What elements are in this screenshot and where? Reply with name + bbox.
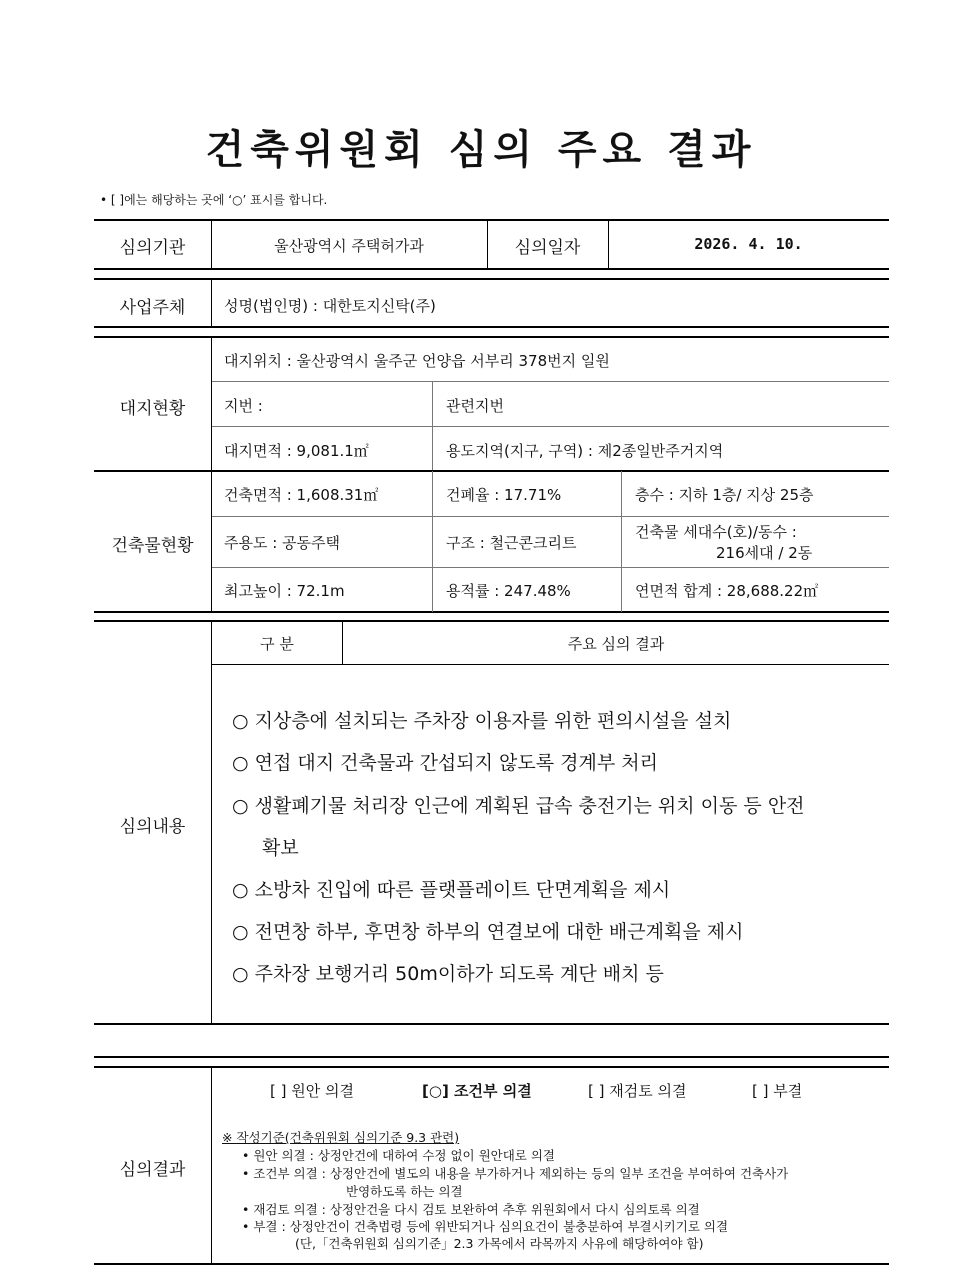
- row-divider: [212, 664, 889, 665]
- divider: [211, 337, 212, 471]
- review-col-result: 주요 심의 결과: [567, 635, 665, 653]
- divider: [211, 1067, 212, 1263]
- review-label: 심의내용: [119, 817, 186, 837]
- criteria-item: • 조건부 의결 : 상정안건에 별도의 내용을 부가하거나 제외하는 등의 일부 조건을 부여하여 건축사가: [242, 1166, 789, 1181]
- table-border: [94, 611, 889, 613]
- site-label: 대지현황: [119, 399, 186, 419]
- divider: [432, 471, 433, 612]
- criteria-title: ※ 작성기준(건축위원회 심의기준 9.3 관련): [222, 1130, 460, 1145]
- review-item: ○ 전면창 하부, 후면창 하부의 연결보에 대한 배근계획을 제시: [232, 921, 744, 943]
- site-lot: 지번 :: [224, 397, 263, 415]
- review-item: ○ 지상층에 설치되는 주차장 이용자를 위한 편의시설을 설치: [232, 710, 732, 732]
- institution-label: 심의기관: [119, 238, 186, 258]
- building-use: 주용도 : 공동주택: [224, 534, 341, 552]
- table-border: [94, 1056, 889, 1058]
- option-original[interactable]: [ ] 원안 의결: [270, 1082, 354, 1100]
- date-value: 2026. 4. 10.: [694, 235, 803, 253]
- option-conditional[interactable]: [○] 조건부 의결: [422, 1082, 532, 1100]
- building-total-floor-area: 연면적 합계 : 28,688.22㎡: [635, 582, 819, 600]
- building-height: 최고높이 : 72.1m: [224, 582, 345, 600]
- site-location: 대지위치 : 울산광역시 울주군 언양읍 서부리 378번지 일원: [224, 352, 610, 370]
- divider: [211, 621, 212, 1024]
- review-col-category: 구 분: [260, 635, 294, 653]
- institution-value: 울산광역시 주택허가과: [274, 237, 424, 255]
- row-divider: [212, 567, 889, 568]
- criteria-item: • 재검토 의결 : 상정안건을 다시 검토 보완하여 추후 위원회에서 다시 심의토록 의결: [242, 1202, 700, 1217]
- table-border: [94, 1023, 889, 1025]
- divider: [211, 279, 212, 327]
- business-value: 성명(법인명) : 대한토지신탁(주): [224, 297, 436, 315]
- site-related-lot: 관련지번: [446, 397, 504, 415]
- building-far: 용적률 : 247.48%: [446, 582, 571, 600]
- instruction-note: • [ ]에는 해당하는 곳에 ‘○’ 표시를 합니다.: [100, 193, 328, 207]
- option-rejected[interactable]: [ ] 부결: [752, 1082, 803, 1100]
- criteria-item: • 원안 의결 : 상정안건에 대하여 수정 없이 원안대로 의결: [242, 1148, 555, 1163]
- site-area: 대지면적 : 9,081.1㎡: [224, 442, 369, 460]
- divider: [621, 471, 622, 612]
- building-label: 건축물현황: [111, 536, 194, 556]
- row-divider: [212, 516, 889, 517]
- review-item: ○ 생활폐기물 처리장 인근에 계획된 급속 충전기는 위치 이동 등 안전: [232, 795, 805, 817]
- table-border: [94, 219, 889, 221]
- table-border: [94, 278, 889, 280]
- option-reexamine[interactable]: [ ] 재검토 의결: [588, 1082, 687, 1100]
- row-divider: [212, 381, 889, 382]
- building-structure: 구조 : 철근콘크리트: [446, 534, 577, 552]
- business-label: 사업주체: [119, 298, 186, 318]
- building-households-value: 216세대 / 2동: [716, 544, 813, 562]
- criteria-note: (단,「건축위원회 심의기준」2.3 가목에서 라목까지 사유에 해당하여야 함): [295, 1236, 704, 1251]
- building-coverage: 건폐율 : 17.71%: [446, 486, 562, 504]
- review-item-continued: 확보: [262, 837, 299, 859]
- review-item: ○ 주차장 보행거리 50m이하가 되도록 계단 배치 등: [232, 963, 664, 985]
- table-border: [94, 268, 889, 270]
- result-label: 심의결과: [119, 1160, 186, 1180]
- review-item: ○ 연접 대지 건축물과 간섭되지 않도록 경계부 처리: [232, 752, 658, 774]
- table-border: [94, 336, 889, 338]
- table-border: [94, 1066, 889, 1068]
- page-title: 건축위원회 심의 주요 결과: [205, 127, 757, 173]
- criteria-item: • 부결 : 상정안건이 건축법령 등에 위반되거나 심의요건이 불충분하여 부결시키기로 의결: [242, 1219, 729, 1234]
- building-area: 건축면적 : 1,608.31㎡: [224, 486, 379, 504]
- building-households-label: 건축물 세대수(호)/동수 :: [635, 523, 797, 541]
- divider: [432, 382, 433, 470]
- divider: [211, 471, 212, 612]
- site-zone: 용도지역(지구, 구역) : 제2종일반주거지역: [446, 442, 724, 460]
- criteria-item-continued: 반영하도록 하는 의결: [346, 1184, 463, 1199]
- row-divider: [212, 426, 889, 427]
- review-item: ○ 소방차 진입에 따른 플랫플레이트 단면계획을 제시: [232, 879, 671, 901]
- table-border: [94, 620, 889, 622]
- date-label: 심의일자: [514, 238, 581, 258]
- building-floors: 층수 : 지하 1층/ 지상 25층: [635, 486, 814, 504]
- table-border: [94, 326, 889, 328]
- table-border: [94, 470, 889, 472]
